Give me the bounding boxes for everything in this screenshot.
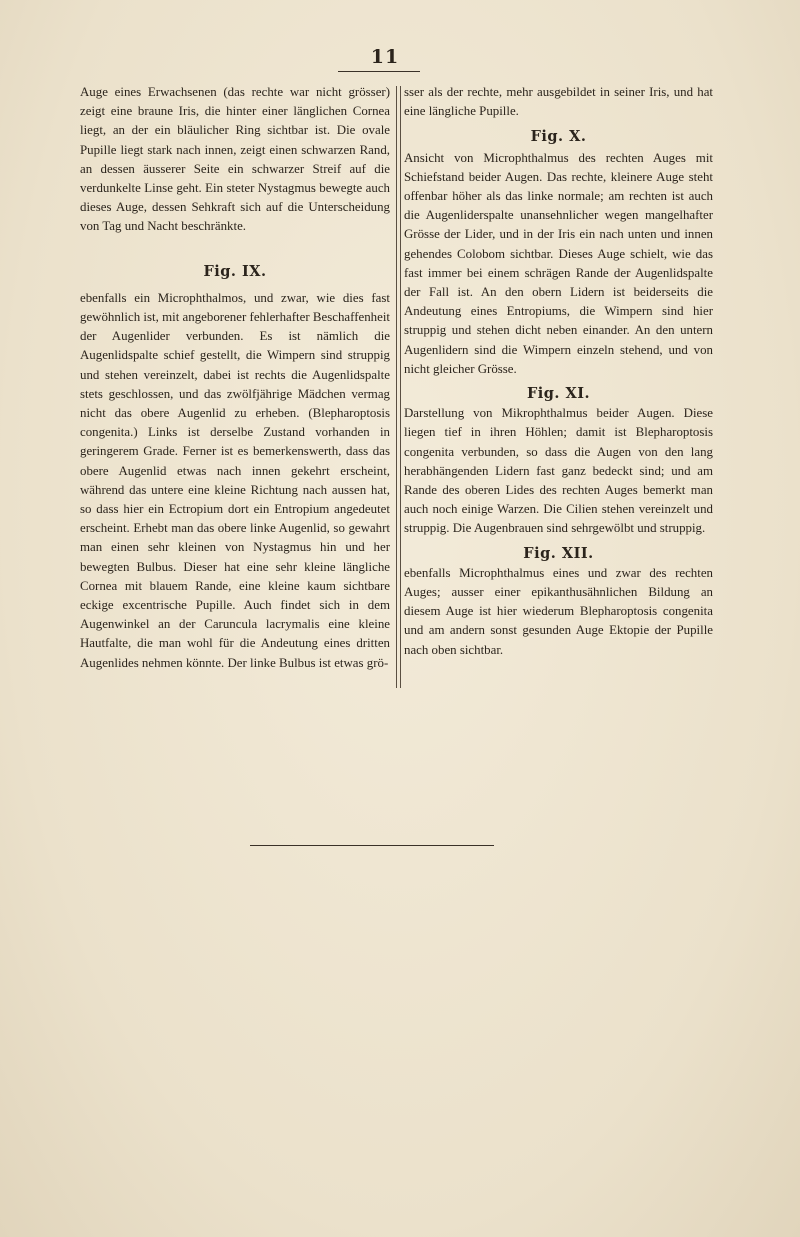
fig-xi-text: Darstellung von Mikrophthalmus beider Augen. Diese liegen tief in ihren Höhlen; damit ist Blepharoptosis congenita verbunden, so dass die Augen von den lang herabhängenden Lidern fast ganz bedeckt sind; und am Rande des oberen Lides des rechten Auges bemerkt man auch noch einige Warzen. Die Cilien stehen vereinzelt und struppig. Die Augenbrauen sind sehrgewölbt und struppig. bbox=[404, 406, 713, 536]
column-divider bbox=[396, 86, 401, 688]
fig-ix-text: ebenfalls ein Microphthalmos, und zwar, wie dies fast gewöhnlich ist, mit angeborener fehlerhafter Beschaffenheit der Augenlider verbunden. Es ist nämlich die Augenlidspalte schief gestellt, die Wimpern sind struppig und stehen vereinzelt, dabei ist rechts die Augenlidspalte stets geschlossen, und das zwölfjährige Mädchen vermag nicht das obere Augenlid zu erheben. (Blepharoptosis congenita.) Links ist derselbe Zustand vorhanden in geringerem Grade. Ferner ist es bemerkenswerth, dass das obere Augenlid etwas nach innen gekehrt erscheint, während das untere eine kleine Richtung nach aussen hat, so dass hier ein Ectropium dort ein Entropium angedeutet erscheint. Erhebt man das obere linke Augenlid, so gewahrt man einen sehr kleinen von Nystagmus hin und her bewegten Bulbus. Dieser hat eine sehr kleine längliche Cornea mit blauem Rande, eine kleine kaum sichtbare eckige excentrische Pupille. Auch findet sich in dem Augenwinkel an der Caruncula lacrymalis eine kleine Hautfalte, die man wohl für die Andeutung eines dritten Augenlides nehmen könnte. Der linke Bulbus ist etwas grö- bbox=[80, 290, 390, 670]
page-number: 11 bbox=[370, 46, 400, 68]
right-column bbox=[404, 83, 713, 660]
footer-rule bbox=[250, 845, 494, 846]
fig-xii-text: ebenfalls Microphthalmus eines und zwar des rechten Auges; ausser einer epikanthusähnlichen Bildung an diesem Auge ist hier wiederum Blepharoptosis congenita und am andern sonst gesunden Auge Ektopie der Pupille nach oben sichtbar. bbox=[404, 565, 713, 657]
left-column bbox=[80, 83, 390, 673]
fig-ix-heading: Fig. IX. bbox=[203, 262, 267, 280]
fig-xii-heading: Fig. XII. bbox=[523, 544, 594, 562]
fig-xi-heading: Fig. XI. bbox=[526, 385, 591, 403]
fig-x-heading: Fig. X. bbox=[530, 128, 587, 146]
right-paragraph-1: sser als der rechte, mehr ausgebildet in seiner Iris, und hat eine längliche Pupille. bbox=[404, 85, 713, 119]
left-paragraph-1: Auge eines Erwachsenen (das rechte war nicht grösser) zeigt eine braune Iris, die hinter einer länglichen Cornea liegt, an der ein bläulicher Ring sichtbar ist. Die ovale Pupille liegt stark nach innen, zeigt einen schwarzen Rand, an dessen äusserer Seite ein schwarzer Streif auf die verdunkelte Linse geht. Ein steter Nystagmus bewegte auch dieses Auge, dessen Sehkraft sich auf die Unterscheidung von Tag und Nacht beschränkte. bbox=[80, 85, 390, 234]
page-number-rule bbox=[338, 71, 420, 72]
fig-x-text: Ansicht von Microphthalmus des rechten Auges mit Schiefstand beider Augen. Das rechte, kleinere Auge steht offenbar höher als das linke normale; am rechten ist auch die Augenliderspalte unansehnlicher wegen mangelhafter Grösse der Lider, und in der Iris ein nach unten und innen gehendes Colobom sichtbar. Dieses Auge schielt, wie das fast immer bei einem schrägen Rande der Augenlidspalte der Fall ist. An den obern Lidern ist beiderseits die Andeutung eines Entropiums, die Wimpern sind hier struppig und stehen dicht neben einander. An den untern Augenlidern sind die Wimpern einzeln stehend, und von nicht gleicher Grösse. bbox=[404, 150, 713, 376]
